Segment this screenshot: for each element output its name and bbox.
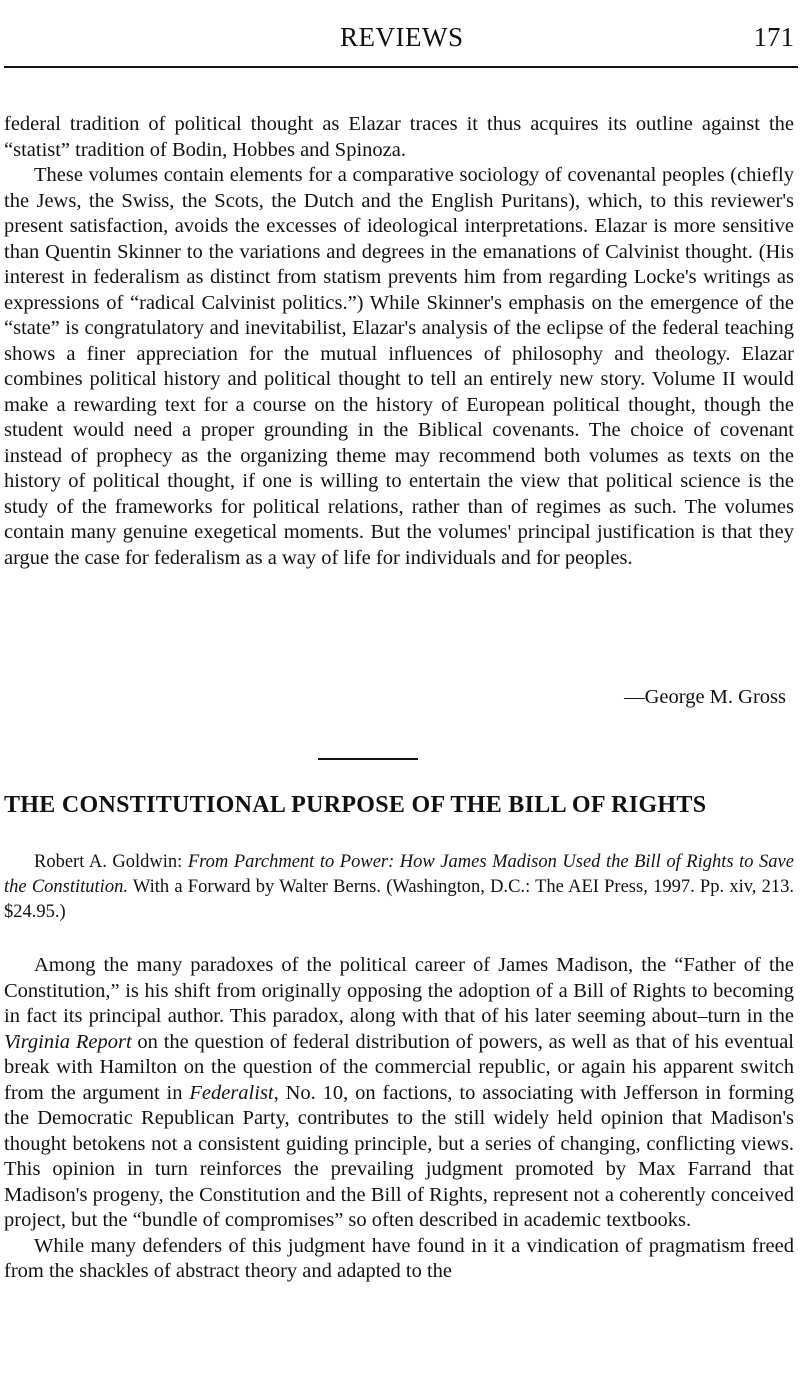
paragraph: Among the many paradoxes of the political career of James Madison, the “Father of the Constitution,” is his shift from originally opposing the adoption of a Bill of Rights to becoming in fact its principal author. This paradox, along with that of his later seeming about–turn in the Virginia Report on the question of federal distribution of powers, as well as that of his eventual break with Hamilton on the question of the commercial republic, or again his apparent switch from the argument in Federalist, No. 10, on factions, to associating with Jefferson in forming the Democratic Republican Party, contributes to the still widely held opinion that Madison's thought betokens not a consistent guiding principle, but a series of changing, conflicting views. This opinion in turn reinforces the prevailing judgment promoted by Max Farrand that Madison's progeny, the Constitution and the Bill of Rights, represent not a coherently conceived project, but the “bundle of compromises” so often described in academic textbooks. <box>4 954 794 1231</box>
section-divider <box>318 758 418 760</box>
review-1-body <box>4 112 794 571</box>
running-header <box>0 20 800 60</box>
reviewer-signature: —George M. Gross <box>624 686 786 708</box>
book-citation <box>4 850 794 925</box>
header-rule <box>4 66 798 68</box>
citation-book-title: From Parchment to Power: How James Madison Used the Bill of Rights to Save the Constitution. <box>4 852 794 897</box>
paragraph: While many defenders of this judgment have found in it a vindication of pragmatism freed from the shackles of abstract theory and adapted to the <box>4 1234 794 1282</box>
section-title: THE CONSTITUTIONAL PURPOSE OF THE BILL OF RIGHTS <box>4 792 707 818</box>
running-title: REVIEWS <box>340 22 464 52</box>
italic-title: Virginia Report <box>4 1030 132 1053</box>
citation-author: Robert A. Goldwin: <box>34 852 188 872</box>
italic-title: Federalist <box>189 1081 274 1104</box>
page-number: 171 <box>753 22 794 52</box>
citation-details: With a Forward by Walter Berns. (Washington, D.C.: The AEI Press, 1997. Pp. xiv, 213. $24.95.) <box>4 877 794 922</box>
paragraph: These volumes contain elements for a comparative sociology of covenantal peoples (chiefly the Jews, the Swiss, the Scots, the Dutch and the English Puritans), which, to this reviewer's present satisfaction, avoids the excesses of ideological interpretations. Elazar is more sensitive than Quentin Skinner to the variations and degrees in the emanations of Calvinist thought. (His interest in federalism as distinct from statism prevents him from regarding Locke's writings as expressions of “radical Calvinist politics.”) While Skinner's emphasis on the emergence of the “state” is congratulatory and inevitabilist, Elazar's analysis of the eclipse of the federal teaching shows a finer appreciation for the mutual influences of philosophy and theology. Elazar combines political history and political thought to tell an entirely new story. Volume II would make a rewarding text for a course on the history of European political thought, though the student would need a proper grounding in the Biblical covenants. The choice of covenant instead of prophecy as the organizing theme may recommend both volumes as texts on the history of political thought, if one is willing to entertain the view that political science is the study of the frameworks for political relations, rather than of regimes as such. The volumes contain many genuine exegetical moments. But the volumes' principal justification is that they argue the case for federalism as a way of life for individuals and for peoples. <box>4 164 794 569</box>
paragraph-continued: federal tradition of political thought as Elazar traces it thus acquires its outline against the “statist” tradition of Bodin, Hobbes and Spinoza. <box>4 113 794 161</box>
review-2-body <box>4 953 794 1285</box>
